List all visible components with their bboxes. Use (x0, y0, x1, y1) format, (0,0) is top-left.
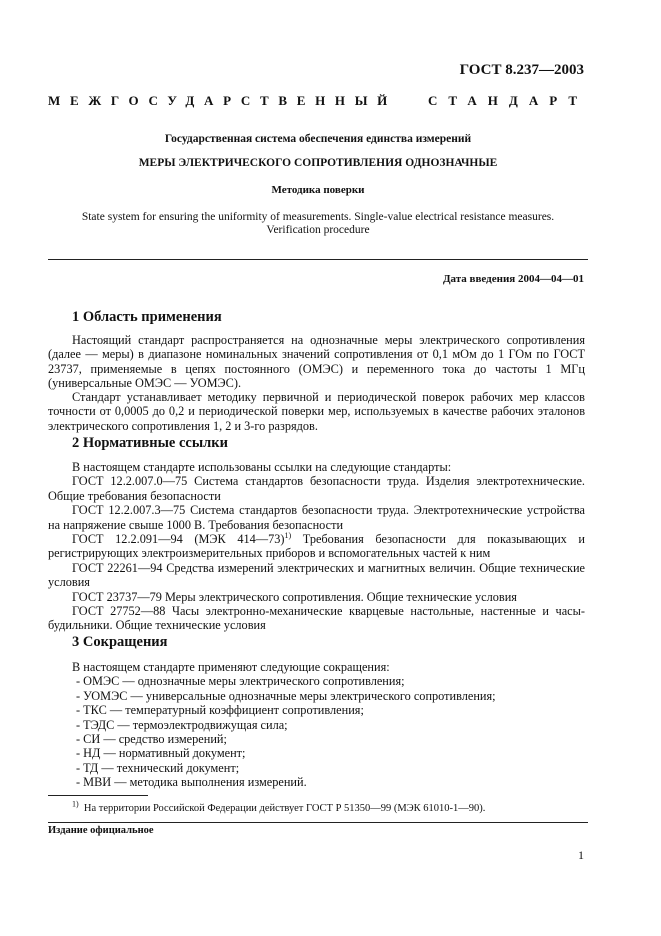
document-code: ГОСТ 8.237—2003 (459, 62, 584, 78)
edition-label: Издание официальное (48, 825, 154, 836)
list-item: - ТЭДС — термоэлектродвижущая сила; (76, 717, 288, 732)
page-number: 1 (578, 848, 584, 862)
header-word-standard: СТАНДАРТ (427, 93, 588, 108)
references-intro: В настоящем стандарте использованы ссылки на следующие стандарты: (72, 460, 452, 474)
reference-item-with-footnote (48, 532, 585, 561)
section-1-paragraph-2: Стандарт устанавливает методику первичной и периодической поверок рабочих мер классов точности от 0,0005 до 0,2 и периодической поверки мер, используемых в качестве рабочих эталонов электрического сопротивления 1, 2 и 3-го разрядов. (48, 390, 585, 433)
footer-divider (48, 822, 588, 823)
footnote-divider (48, 795, 148, 796)
reference-item: ГОСТ 23737—79 Меры электрического сопротивления. Общие технические условия (72, 589, 517, 604)
section-2-heading: 2 Нормативные ссылки (72, 435, 228, 451)
footnote-text: На территории Российской Федерации действует ГОСТ Р 51350—99 (МЭК 61010-1—90). (83, 803, 486, 814)
list-item: - СИ — средство измерений; (76, 732, 227, 747)
header-word-interstate: МЕЖГОСУДАРСТВЕННЫЙ (48, 93, 397, 108)
reference-item: ГОСТ 12.2.007.3—75 Система стандартов безопасности труда. Электротехнические устройства на напряжение свыше 1000 В. Требования безопасности (48, 503, 585, 532)
document-title: МЕРЫ ЭЛЕКТРИЧЕСКОГО СОПРОТИВЛЕНИЯ ОДНОЗНАЧНЫЕ (138, 157, 498, 169)
reference-item: ГОСТ 27752—88 Часы электронно-механические кварцевые настольные, настенные и часы-будильники. Общие технические условия (48, 604, 585, 633)
footnote-mark: 1) (72, 799, 79, 809)
reference-item: ГОСТ 12.2.007.0—75 Система стандартов безопасности труда. Изделия электротехнические. Общие требования безопасности (48, 474, 585, 503)
footnote (72, 799, 486, 814)
list-item: - ТД — технический документ; (76, 760, 240, 775)
title-divider (48, 259, 588, 260)
abbreviations-intro: В настоящем стандарте применяют следующие сокращения: (72, 660, 390, 674)
footnote-mark: 1) (284, 530, 292, 540)
english-title-line-1: State system for ensuring the uniformity of measurements. Single-value electrical resistance measures. (81, 211, 555, 223)
introduction-date: Дата введения 2004—04—01 (442, 273, 584, 285)
list-item: - НД — нормативный документ; (76, 746, 246, 761)
section-2-body (48, 460, 585, 633)
list-item: - УОМЭС — универсальные однозначные меры электрического сопротивления; (76, 688, 496, 703)
document-subtitle: Методика поверки (271, 184, 365, 196)
section-1-heading: 1 Область применения (72, 309, 222, 325)
reference-item: ГОСТ 22261—94 Средства измерений электрических и магнитных величин. Общие технические условия (48, 560, 585, 590)
reference-code: ГОСТ 12.2.091—94 (МЭК 414—73) (72, 532, 285, 547)
standard-header (48, 93, 588, 107)
reference-title: Требования безопасности для показывающих и регистрирующих электроизмерительных приборов и вспомогательных частей к ним (48, 532, 585, 561)
list-item: - МВИ — методика выполнения измерений. (76, 775, 307, 790)
english-title (48, 211, 588, 237)
section-3-heading: 3 Сокращения (72, 634, 168, 650)
abbreviations-list (48, 660, 588, 790)
section-1-paragraph-1: Настоящий стандарт распространяется на однозначные меры электрического сопротивления (далее — меры) в диапазоне номинальных значений сопротивления от 0,1 мОм до 1 ГОм по ГОСТ 23737, применяемые в цепях постоянного (ОМЭС) и переменного тока до частоты 1 МГц (универсальные ОМЭС — УОМЭС). (48, 333, 585, 391)
list-item: - ТКС — температурный коэффициент сопротивления; (76, 703, 364, 718)
english-title-line-2: Verification procedure (266, 224, 370, 236)
system-title: Государственная система обеспечения единства измерений (164, 133, 472, 145)
list-item: - ОМЭС — однозначные меры электрического сопротивления; (76, 674, 405, 689)
